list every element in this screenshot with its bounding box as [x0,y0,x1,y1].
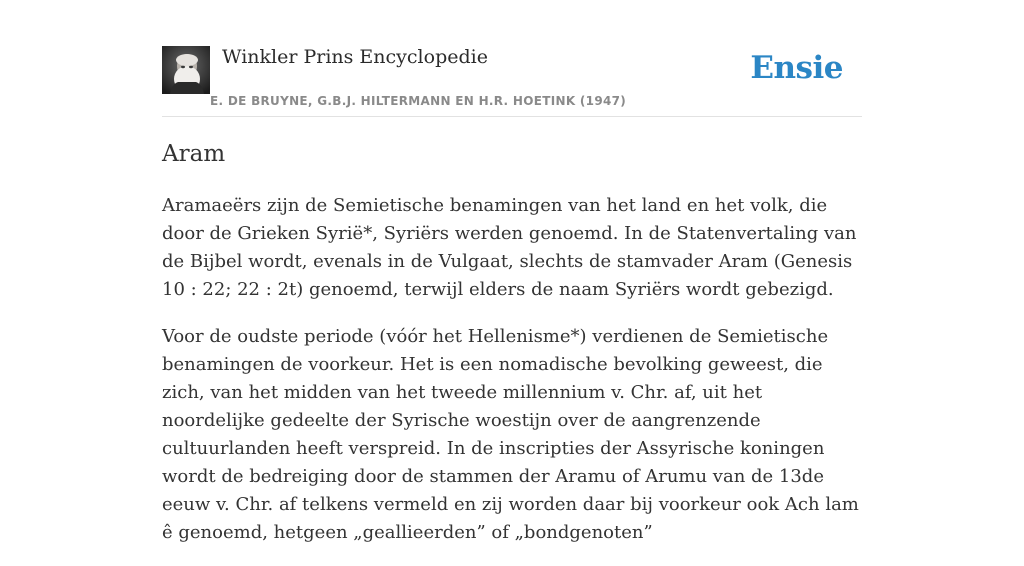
site-title[interactable]: Winkler Prins Encyclopedie [222,46,488,68]
article-paragraph: Aramaeërs zijn de Semietische benamingen van het land en het volk, die door de Grieken Syrië*, Syriërs werden genoemd. In de Statenvertaling van de Bijbel wordt, evenals in de Vulgaat, slechts de stamvader Aram (Genesis 10 : 22; 22 : 2t) genoemd, terwijl elders de naam Syriërs wordt gebezigd. [162,195,857,300]
author-portrait-icon [162,46,210,94]
avatar [162,46,210,94]
authors-credit: E. DE BRUYNE, G.B.J. HILTERMANN EN H.R. HOETINK (1947) [210,94,627,108]
brand-logo-link[interactable]: Ensie [750,50,843,86]
article-title: Aram [162,141,226,167]
article-page [162,0,862,543]
site-header [162,0,862,117]
article-paragraph: Voor de oudste periode (vóór het Hellenisme*) verdienen de Semietische benamingen de voorkeur. Het is een nomadische bevolking geweest, die zich, van het midden van het tweede millennium v. Chr. af, uit het noordelijke gedeelte der Syrische woestijn over de aangrenzende cultuurlanden heeft verspreid. In de inscripties der Assyrische koningen wordt de bedreiging door de stammen der Aramu of Arumu van de 13de eeuw v. Chr. af telkens vermeld en zij worden daar bij voorkeur ook Ach lam ê genoemd, hetgeen „geallieerden” of „bondgenoten” [162,326,859,543]
article-body [162,192,862,566]
